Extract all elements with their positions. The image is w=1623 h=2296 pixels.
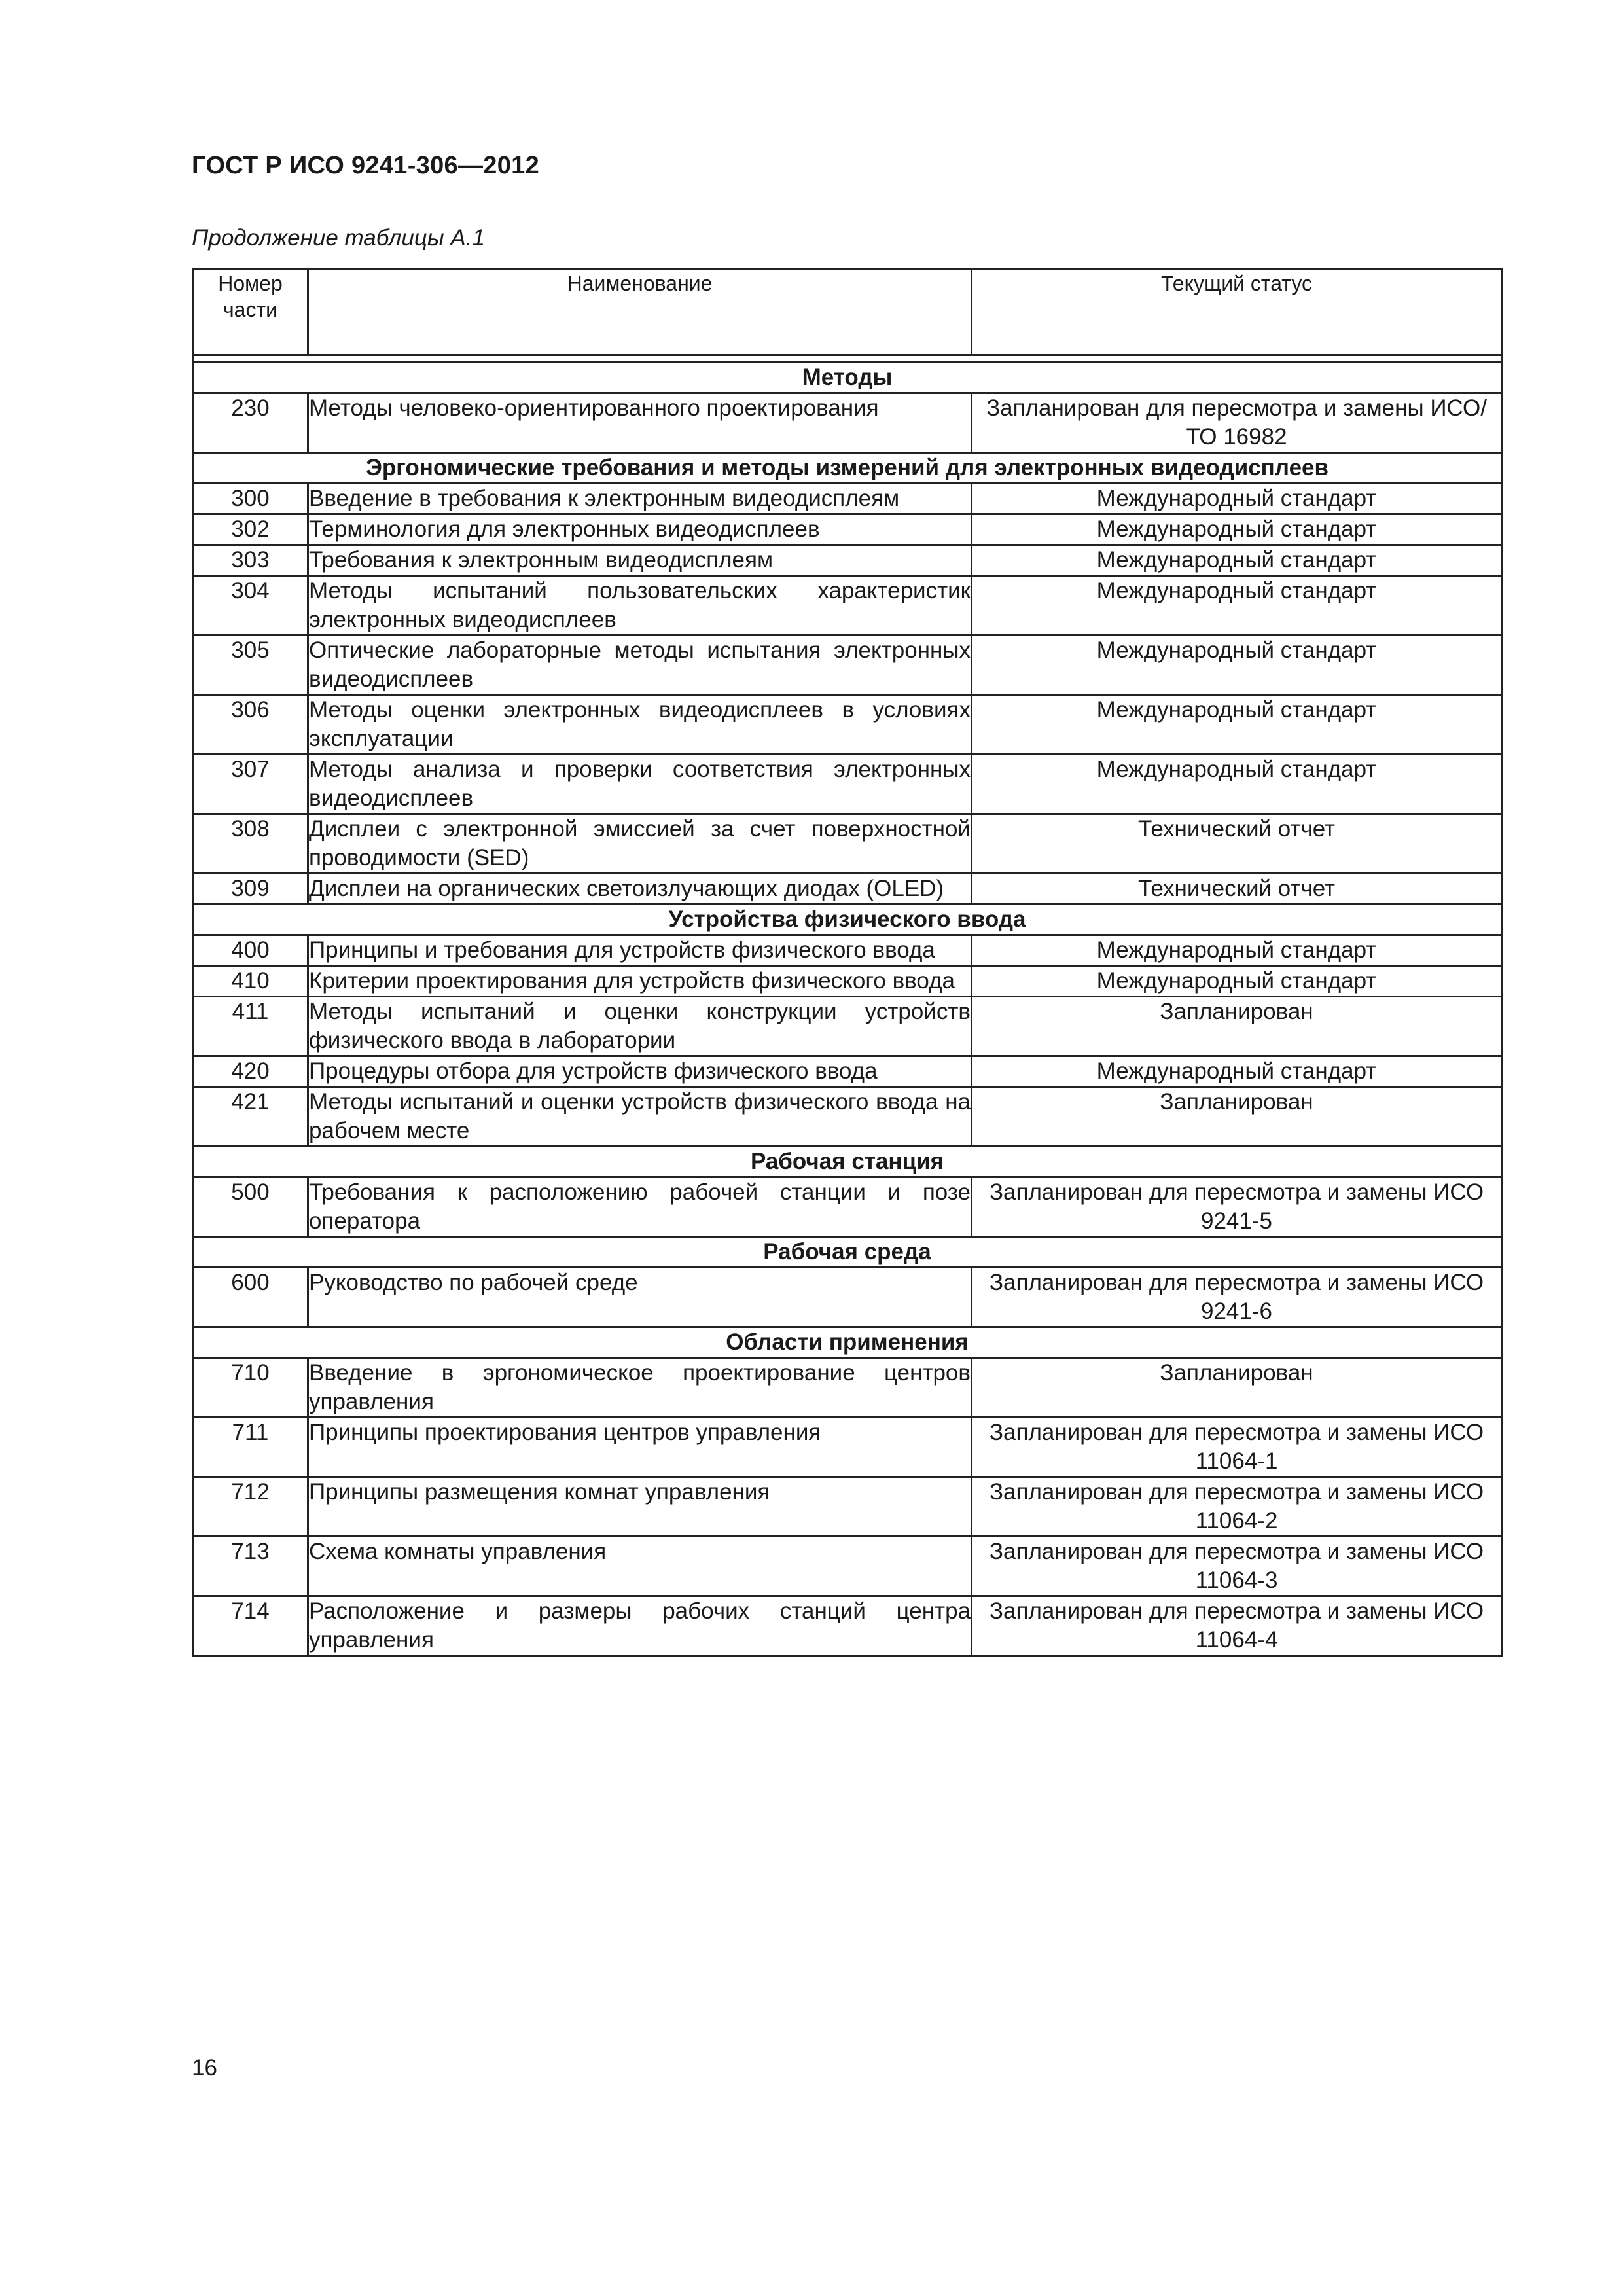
table-row	[193, 1087, 1502, 1147]
page-number: 16	[192, 2055, 217, 2081]
part-number-cell: 302	[193, 514, 308, 545]
part-number-cell: 713	[193, 1537, 308, 1596]
section-title: Области применения	[193, 1327, 1502, 1358]
part-number-cell: 308	[193, 814, 308, 874]
part-name-cell: Терминология для электронных видеодисплеев	[308, 514, 972, 545]
part-number-cell: 306	[193, 695, 308, 755]
table-row	[193, 393, 1502, 453]
part-name-cell: Требования к расположению рабочей станции и позе оператора	[308, 1177, 972, 1237]
part-number-cell: 411	[193, 997, 308, 1056]
part-name-cell: Дисплеи на органических светоизлучающих диодах (OLED)	[308, 874, 972, 905]
part-name-cell: Принципы размещения комнат управления	[308, 1477, 972, 1537]
part-status-cell: Запланирован для пересмотра и замены ИСО 9241-6	[972, 1268, 1502, 1327]
parts-table	[192, 268, 1503, 1657]
part-status-cell: Международный стандарт	[972, 695, 1502, 755]
part-name-cell: Процедуры отбора для устройств физического ввода	[308, 1056, 972, 1087]
table-row	[193, 966, 1502, 997]
section-title: Рабочая станция	[193, 1147, 1502, 1177]
table-row	[193, 874, 1502, 905]
part-status-cell: Международный стандарт	[972, 1056, 1502, 1087]
part-status-cell: Международный стандарт	[972, 545, 1502, 576]
part-name-cell: Методы испытаний и оценки конструкции устройств физического ввода в лаборатории	[308, 997, 972, 1056]
section-title: Методы	[193, 363, 1502, 393]
part-name-cell: Принципы проектирования центров управления	[308, 1418, 972, 1477]
section-title: Устройства физического ввода	[193, 905, 1502, 935]
part-status-cell: Технический отчет	[972, 814, 1502, 874]
part-name-cell: Методы испытаний и оценки устройств физического ввода на рабочем месте	[308, 1087, 972, 1147]
table-row	[193, 484, 1502, 514]
part-number-cell: 303	[193, 545, 308, 576]
part-name-cell: Требования к электронным видеодисплеям	[308, 545, 972, 576]
table-header-row	[193, 270, 1502, 355]
part-name-cell: Схема комнаты управления	[308, 1537, 972, 1596]
part-status-cell: Запланирован для пересмотра и замены ИСО 11064-2	[972, 1477, 1502, 1537]
section-title: Эргономические требования и методы измерений для электронных видеодисплеев	[193, 453, 1502, 484]
part-name-cell: Дисплеи с электронной эмиссией за счет поверхностной проводимости (SED)	[308, 814, 972, 874]
part-status-cell: Запланирован	[972, 997, 1502, 1056]
table-row	[193, 935, 1502, 966]
table-row	[193, 997, 1502, 1056]
part-name-cell: Методы оценки электронных видеодисплеев в условиях эксплуатации	[308, 695, 972, 755]
part-number-cell: 421	[193, 1087, 308, 1147]
section-row	[193, 1327, 1502, 1358]
section-row	[193, 363, 1502, 393]
part-number-cell: 410	[193, 966, 308, 997]
part-status-cell: Международный стандарт	[972, 636, 1502, 695]
document-header: ГОСТ Р ИСО 9241-306—2012	[192, 152, 540, 179]
column-header-number: Номер части	[193, 270, 308, 355]
section-row	[193, 453, 1502, 484]
part-status-cell: Запланирован	[972, 1087, 1502, 1147]
part-status-cell: Международный стандарт	[972, 935, 1502, 966]
part-number-cell: 305	[193, 636, 308, 695]
table-row	[193, 1418, 1502, 1477]
part-name-cell: Расположение и размеры рабочих станций центра управления	[308, 1596, 972, 1656]
part-name-cell: Руководство по рабочей среде	[308, 1268, 972, 1327]
table-row	[193, 576, 1502, 636]
table-row	[193, 636, 1502, 695]
part-status-cell: Запланирован для пересмотра и замены ИСО 11064-4	[972, 1596, 1502, 1656]
part-number-cell: 500	[193, 1177, 308, 1237]
section-row	[193, 1237, 1502, 1268]
part-name-cell: Введение в эргономическое проектирование центров управления	[308, 1358, 972, 1418]
part-status-cell: Международный стандарт	[972, 576, 1502, 636]
table-row	[193, 814, 1502, 874]
section-row	[193, 905, 1502, 935]
part-name-cell: Критерии проектирования для устройств физического ввода	[308, 966, 972, 997]
part-number-cell: 400	[193, 935, 308, 966]
part-name-cell: Принципы и требования для устройств физического ввода	[308, 935, 972, 966]
table-row	[193, 1477, 1502, 1537]
part-number-cell: 300	[193, 484, 308, 514]
table-row	[193, 695, 1502, 755]
table-row	[193, 1596, 1502, 1656]
table-row	[193, 755, 1502, 814]
part-name-cell: Введение в требования к электронным видеодисплеям	[308, 484, 972, 514]
part-status-cell: Международный стандарт	[972, 514, 1502, 545]
part-number-cell: 420	[193, 1056, 308, 1087]
part-status-cell: Запланирован для пересмотра и замены ИСО 11064-1	[972, 1418, 1502, 1477]
table-row	[193, 545, 1502, 576]
section-row	[193, 1147, 1502, 1177]
part-number-cell: 714	[193, 1596, 308, 1656]
table-row	[193, 1358, 1502, 1418]
table-row	[193, 1177, 1502, 1237]
header-separator	[193, 355, 1502, 363]
part-number-cell: 309	[193, 874, 308, 905]
part-number-cell: 600	[193, 1268, 308, 1327]
table-row	[193, 1537, 1502, 1596]
table-body	[193, 363, 1502, 1656]
table-row	[193, 1056, 1502, 1087]
part-status-cell: Международный стандарт	[972, 966, 1502, 997]
part-number-cell: 711	[193, 1418, 308, 1477]
table-row	[193, 1268, 1502, 1327]
part-status-cell: Запланирован	[972, 1358, 1502, 1418]
column-header-name: Наименование	[308, 270, 972, 355]
part-name-cell: Методы человеко-ориентированного проектирования	[308, 393, 972, 453]
table-row	[193, 514, 1502, 545]
part-status-cell: Международный стандарт	[972, 755, 1502, 814]
part-name-cell: Методы анализа и проверки соответствия электронных видеодисплеев	[308, 755, 972, 814]
part-name-cell: Оптические лабораторные методы испытания электронных видеодисплеев	[308, 636, 972, 695]
table-caption: Продолжение таблицы А.1	[192, 225, 485, 251]
part-number-cell: 307	[193, 755, 308, 814]
part-status-cell: Запланирован для пересмотра и замены ИСО 11064-3	[972, 1537, 1502, 1596]
part-number-cell: 230	[193, 393, 308, 453]
column-header-status: Текущий статус	[972, 270, 1502, 355]
part-number-cell: 712	[193, 1477, 308, 1537]
part-number-cell: 304	[193, 576, 308, 636]
part-status-cell: Технический отчет	[972, 874, 1502, 905]
part-number-cell: 710	[193, 1358, 308, 1418]
part-status-cell: Запланирован для пересмотра и замены ИСО 9241-5	[972, 1177, 1502, 1237]
part-name-cell: Методы испытаний пользовательских характеристик электронных видеодисплеев	[308, 576, 972, 636]
section-title: Рабочая среда	[193, 1237, 1502, 1268]
part-status-cell: Запланирован для пересмотра и замены ИСО/ТО 16982	[972, 393, 1502, 453]
part-status-cell: Международный стандарт	[972, 484, 1502, 514]
